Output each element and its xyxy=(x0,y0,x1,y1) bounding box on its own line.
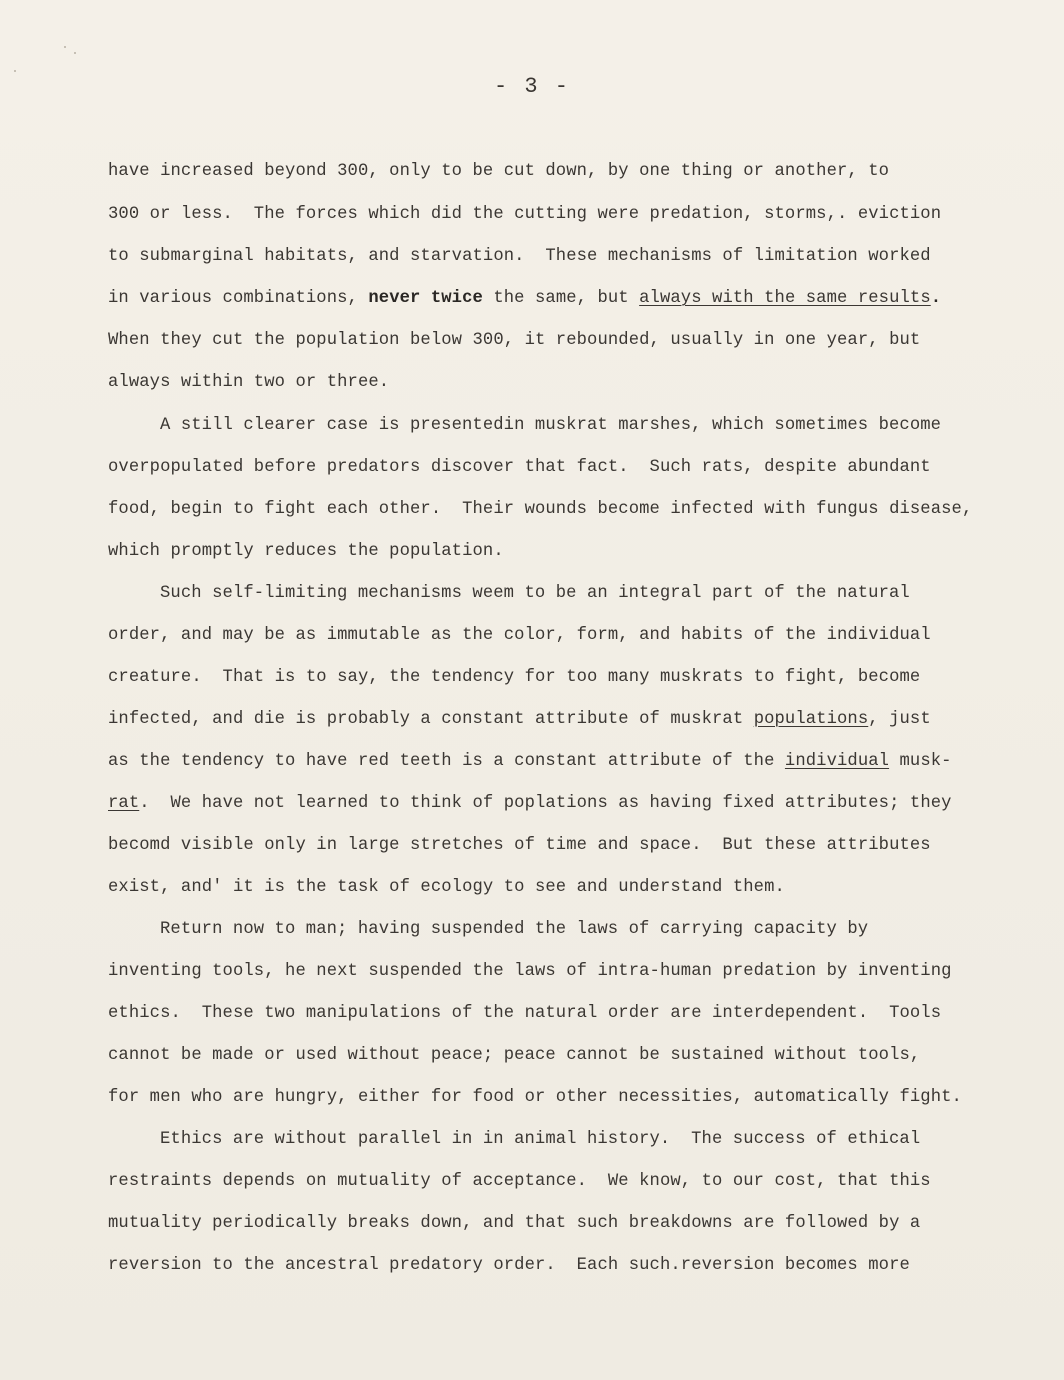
text-line: inventing tools, he next suspended the laws of intra-human predation by inventing xyxy=(108,962,952,981)
text-line xyxy=(108,794,952,813)
text-line xyxy=(108,710,931,729)
text-line xyxy=(108,752,952,771)
page-number: - 3 - xyxy=(493,74,570,99)
bold-text: never twice xyxy=(368,289,483,308)
text-line: food, begin to fight each other. Their wounds become infected with fungus disease, xyxy=(108,500,973,519)
underlined-text: individual xyxy=(784,752,890,771)
text-line: ethics. These two manipulations of the natural order are interdependent. Tools xyxy=(108,1004,942,1023)
text-line: mutuality periodically breaks down, and that such breakdowns are followed by a xyxy=(108,1214,921,1233)
text-run: . xyxy=(930,289,942,308)
text-line: Ethics are without parallel in in animal history. The success of ethical xyxy=(160,1130,921,1149)
text-line: Such self-limiting mechanisms weem to be an integral part of the natural xyxy=(160,584,910,603)
text-run: the same, but xyxy=(482,289,640,308)
text-line: cannot be made or used without peace; peace cannot be sustained without tools, xyxy=(108,1046,921,1065)
text-line: reversion to the ancestral predatory order. Each such.reversion becomes more xyxy=(108,1256,910,1275)
underlined-text: always with the same results xyxy=(639,289,931,308)
text-run: , just xyxy=(868,710,931,729)
text-line: A still clearer case is presentedin muskrat marshes, which sometimes become xyxy=(160,416,942,435)
text-line xyxy=(108,289,941,308)
text-line: to submarginal habitats, and starvation. These mechanisms of limitation worked xyxy=(108,247,931,266)
text-line: 300 or less. The forces which did the cutting were predation, storms,. eviction xyxy=(108,205,942,224)
text-line: always within two or three. xyxy=(108,373,390,392)
text-run: . We have not learned to think of poplations as having fixed attributes; they xyxy=(139,794,952,813)
underlined-text: populations xyxy=(753,710,869,729)
text-line: which promptly reduces the population. xyxy=(108,542,504,561)
text-line: creature. That is to say, the tendency for too many muskrats to fight, become xyxy=(108,668,921,687)
text-line: When they cut the population below 300, it rebounded, usually in one year, but xyxy=(108,331,921,350)
text-line: Return now to man; having suspended the laws of carrying capacity by xyxy=(160,920,869,939)
paper-speck xyxy=(14,70,16,72)
text-line: order, and may be as immutable as the color, form, and habits of the individual xyxy=(108,626,931,645)
text-line: for men who are hungry, either for food or other necessities, automatically fight. xyxy=(108,1088,962,1107)
paper-speck xyxy=(74,52,76,54)
text-run: musk- xyxy=(889,752,952,771)
underlined-text: rat xyxy=(108,794,140,813)
text-line: becomd visible only in large stretches of time and space. But these attributes xyxy=(108,836,931,855)
text-line: have increased beyond 300, only to be cut down, by one thing or another, to xyxy=(108,162,890,181)
text-line: restraints depends on mutuality of acceptance. We know, to our cost, that this xyxy=(108,1172,931,1191)
text-line: overpopulated before predators discover that fact. Such rats, despite abundant xyxy=(108,458,931,477)
text-run: in various combinations, xyxy=(108,289,369,308)
text-run: as the tendency to have red teeth is a constant attribute of the xyxy=(108,752,785,771)
text-run: infected, and die is probably a constant attribute of muskrat xyxy=(108,710,754,729)
paper-speck xyxy=(64,46,66,48)
text-line: exist, and' it is the task of ecology to see and understand them. xyxy=(108,878,785,897)
